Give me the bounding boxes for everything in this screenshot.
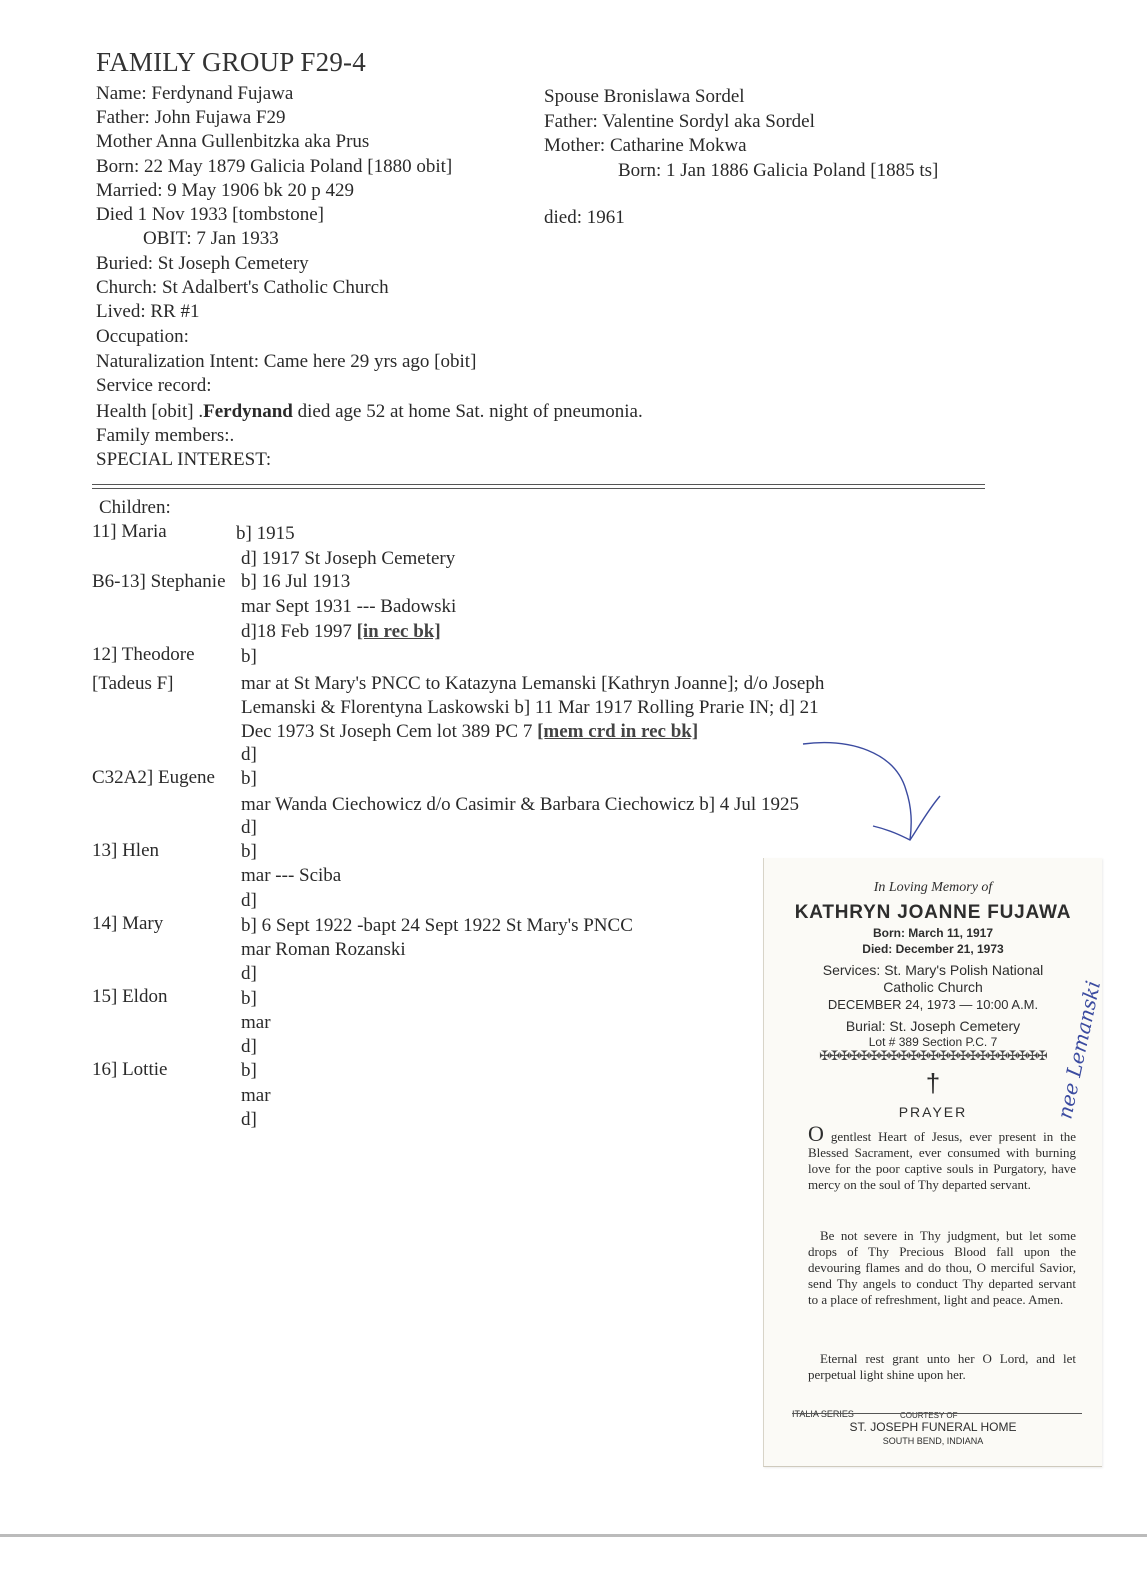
person-special-interest: SPECIAL INTEREST: (96, 449, 272, 470)
person-father: Father: John Fujawa F29 (96, 107, 286, 128)
card-prayer-dropcap: O (808, 1121, 824, 1146)
person-naturalization: Naturalization Intent: Came here 29 yrs ago [obit] (96, 351, 477, 372)
card-footer-courtesy: COURTESY OF (900, 1411, 958, 1420)
child-id: 11] Maria (92, 521, 167, 542)
child-line: Dec 1973 St Joseph Cem lot 389 PC 7 [mem crd in rec bk] (241, 721, 699, 742)
child-id: 15] Eldon (92, 986, 168, 1007)
child-line: Lemanski & Florentyna Laskowski b] 11 Mar 1917 Rolling Prarie IN; d] 21 (241, 697, 819, 718)
children-heading: Children: (99, 497, 171, 518)
child-alt-id: [Tadeus F] (92, 673, 174, 694)
card-footer-funeral-home: ST. JOSEPH FUNERAL HOME (849, 1420, 1017, 1434)
child-line: d] (241, 963, 257, 984)
card-services: Services: St. Mary's Polish National (822, 962, 1044, 978)
card-services-church: Catholic Church (883, 979, 983, 995)
child-line: b] (241, 841, 257, 862)
spouse-born: Born: 1 Jan 1886 Galicia Poland [1885 ts] (618, 160, 939, 181)
child-line: b] (241, 1060, 257, 1081)
person-occupation: Occupation: (96, 326, 189, 347)
child-line: mar (241, 1085, 271, 1106)
card-footer-rule (792, 1413, 1082, 1414)
child-line: d] (241, 817, 257, 838)
child-line: d] 1917 St Joseph Cemetery (241, 548, 456, 569)
card-footer-city: SOUTH BEND, INDIANA (882, 1436, 984, 1446)
card-memory: In Loving Memory of (873, 880, 993, 895)
card-prayer-paragraph: Eternal rest grant unto her O Lord, and let perpetual light shine upon her. (808, 1351, 1076, 1382)
card-prayer-paragraph: Be not severe in Thy judgment, but let some drops of Thy Precious Blood fall upon the devouring flames and do thou, O merciful Savior, send Thy angels to conduct Thy departed servant to a place of refreshment, light and peace. Amen. (808, 1228, 1076, 1307)
child-id: C32A2] Eugene (92, 767, 215, 788)
child-line: d] (241, 1036, 257, 1057)
person-name: Name: Ferdynand Fujawa (96, 83, 294, 104)
child-line: b] (241, 768, 257, 789)
person-lived: Lived: RR #1 (96, 301, 200, 322)
rec-bk-link[interactable]: [in rec bk] (356, 621, 441, 642)
child-id: 14] Mary (92, 913, 164, 934)
spouse-father: Father: Valentine Sordyl aka Sordel (544, 111, 815, 132)
card-footer-series: ITALIA SERIES (792, 1409, 854, 1419)
handwritten-note (1043, 960, 1113, 1130)
person-church: Church: St Adalbert's Catholic Church (96, 277, 389, 298)
person-mother: Mother Anna Gullenbitzka aka Prus (96, 131, 370, 152)
spouse-name: Spouse Bronislawa Sordel (544, 86, 745, 107)
child-line: d] (241, 744, 257, 765)
person-family-members: Family members:. (96, 425, 235, 446)
child-line: mar --- Sciba (241, 865, 342, 886)
child-id: 16] Lottie (92, 1059, 168, 1080)
child-line: mar Wanda Ciechowicz d/o Casimir & Barbara Ciechowicz b] 4 Jul 1925 (241, 794, 799, 815)
person-married: Married: 9 May 1906 bk 20 p 429 (96, 180, 355, 201)
child-line: mar Sept 1931 --- Badowski (241, 596, 457, 617)
child-line: mar (241, 1012, 271, 1033)
card-born: Born: March 11, 1917 (872, 926, 994, 940)
child-line: b] 16 Jul 1913 (241, 571, 351, 592)
health-name: Ferdynand (203, 401, 293, 422)
person-service-record: Service record: (96, 375, 212, 396)
child-line: mar at St Mary's PNCC to Katazyna Lemanski [Kathryn Joanne]; d/o Joseph (241, 673, 825, 694)
card-name: KATHRYN JOANNE FUJAWA (794, 902, 1072, 923)
child-line: d]18 Feb 1997 [in rec bk] (241, 621, 441, 642)
card-burial: Burial: St. Joseph Cemetery (845, 1018, 1021, 1034)
card-prayer-paragraph: O gentlest Heart of Jesus, ever present in the Blessed Sacrament, ever consumed with burning love for the poor captive souls in Purgatory, have mercy on the soul of Thy departed servant. (808, 1121, 1076, 1192)
child-line: b] 1915 (236, 523, 295, 544)
child-line: b] (241, 646, 257, 667)
card-prayer-title: PRAYER (898, 1104, 968, 1120)
health-rest: died age 52 at home Sat. night of pneumonia. (292, 401, 643, 422)
card-cross-border: ✠✠✠✠✠✠✠✠✠✠✠✠✠✠✠✠✠✠✠✠✠✠✠ (819, 1048, 1047, 1063)
card-died: Died: December 21, 1973 (862, 942, 1004, 956)
child-line: mar Roman Rozanski (241, 939, 406, 960)
health-prefix: Health [obit] . (96, 401, 204, 422)
child-id: 13] Hlen (92, 840, 160, 861)
person-buried: Buried: St Joseph Cemetery (96, 253, 309, 274)
page-title: FAMILY GROUP F29-4 (96, 47, 366, 77)
person-obit: OBIT: 7 Jan 1933 (143, 228, 279, 249)
card-service-date: DECEMBER 24, 1973 — 10:00 A.M. (827, 997, 1039, 1012)
child-line: b] 6 Sept 1922 -bapt 24 Sept 1922 St Mary's PNCC (241, 915, 633, 936)
spouse-died: died: 1961 (544, 207, 625, 228)
person-died: Died 1 Nov 1933 [tombstone] (96, 204, 324, 225)
child-line: d] (241, 890, 257, 911)
handwritten-note-text: nee Lemanski (1052, 978, 1106, 1122)
child-line: d] (241, 1109, 257, 1130)
person-born: Born: 22 May 1879 Galicia Poland [1880 obit] (96, 156, 453, 177)
child-id: 12] Theodore (92, 644, 195, 665)
child-id: B6-13] Stephanie (92, 571, 226, 592)
scan-edge (0, 1534, 1147, 1537)
child-line: b] (241, 988, 257, 1009)
mem-crd-link[interactable]: [mem crd in rec bk] (537, 721, 699, 742)
card-burial-lot: Lot # 389 Section P.C. 7 (868, 1035, 998, 1049)
cross-icon: † (925, 1068, 941, 1098)
spouse-mother: Mother: Catharine Mokwa (544, 135, 747, 156)
memorial-card (763, 858, 1102, 1467)
